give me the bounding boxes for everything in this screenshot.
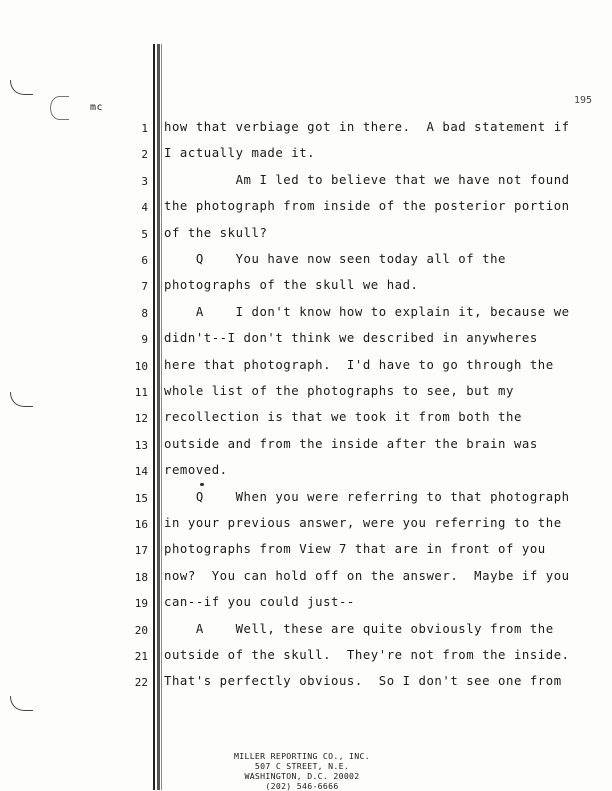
line-number: 6 <box>141 254 148 267</box>
line-number: 12 <box>134 412 148 426</box>
transcript-line <box>0 195 612 221</box>
transcript-line <box>0 248 612 274</box>
line-text: removed. <box>164 463 228 478</box>
line-number: 10 <box>134 359 148 373</box>
line-number: 18 <box>134 570 148 584</box>
transcript-line <box>0 670 612 696</box>
line-number: 15 <box>134 491 148 505</box>
line-number: 4 <box>141 201 148 215</box>
line-text: outside of the skull. They're not from the inside. <box>164 648 570 662</box>
line-text: whole list of the photographs to see, but my <box>164 384 514 398</box>
transcript-line <box>0 142 612 168</box>
line-number: 13 <box>134 438 148 452</box>
transcript-line <box>0 301 612 327</box>
line-text: Q You have now seen today all of the <box>164 252 506 266</box>
footer-street: 507 C STREET, N.E. <box>254 761 350 771</box>
reporter-initials: mc <box>90 102 104 113</box>
line-text: outside and from the inside after the brain was <box>164 436 538 451</box>
footer-company: MILLER REPORTING CO., INC. <box>234 751 370 761</box>
reporter-footer <box>0 751 612 791</box>
transcript-line <box>0 565 612 591</box>
line-number: 9 <box>141 333 148 347</box>
line-text: recollection is that we took it from both the <box>164 410 522 425</box>
line-number: 8 <box>141 306 148 320</box>
transcript-line <box>0 406 612 432</box>
line-text: Q When you were referring to that photograph <box>164 489 570 504</box>
transcript-line <box>0 538 612 564</box>
line-text: in your previous answer, were you referring to the <box>164 516 562 530</box>
line-text: photographs from View 7 that are in front of you <box>164 542 546 557</box>
line-number: 2 <box>141 148 148 162</box>
line-text: the photograph from inside of the posterior portion <box>164 199 570 214</box>
transcript-line <box>0 222 612 248</box>
line-text: here that photograph. I'd have to go through the <box>164 357 554 372</box>
line-number: 7 <box>141 280 148 294</box>
transcript-line <box>0 512 612 538</box>
line-text: can--if you could just-- <box>164 595 355 610</box>
line-number: 1 <box>141 122 148 135</box>
line-number: 22 <box>134 676 148 690</box>
line-number: 5 <box>141 227 148 241</box>
line-number: 21 <box>134 650 148 663</box>
line-text: now? You can hold off on the answer. Maybe if you <box>164 568 570 583</box>
transcript-line <box>0 327 612 353</box>
line-number: 16 <box>134 518 148 531</box>
line-number: 11 <box>134 386 148 399</box>
page-number: 195 <box>573 95 592 106</box>
ink-dot <box>200 483 204 486</box>
line-text: photographs of the skull we had. <box>164 278 419 293</box>
line-text: I actually made it. <box>164 146 316 161</box>
transcript-line <box>0 618 612 644</box>
line-text: how that verbiage got in there. A bad statement if <box>164 120 570 134</box>
binder-mark <box>10 80 33 95</box>
transcript-line <box>0 644 612 670</box>
line-text: A I don't know how to explain it, because we <box>164 304 570 319</box>
footer-city: WASHINGTON, D.C. 20002 <box>244 771 360 781</box>
line-number: 3 <box>141 174 148 188</box>
transcript-line <box>0 486 612 512</box>
line-number: 20 <box>134 623 148 637</box>
line-text: Am I led to believe that we have not found <box>164 172 570 187</box>
line-number: 19 <box>134 597 148 611</box>
transcript-line <box>0 380 612 406</box>
line-text: That's perfectly obvious. So I don't see one from <box>164 674 562 689</box>
line-text: A Well, these are quite obviously from the <box>164 621 554 636</box>
transcript-line <box>0 591 612 617</box>
line-number: 17 <box>134 544 148 558</box>
line-number: 14 <box>134 465 148 479</box>
line-text: of the skull? <box>164 225 268 240</box>
transcript-line <box>0 354 612 380</box>
transcript-line <box>0 433 612 459</box>
transcript-line <box>0 274 612 300</box>
footer-phone: (202) 546-6666 <box>265 781 339 791</box>
transcript-line <box>0 169 612 195</box>
line-text: didn't--I don't think we described in anywheres <box>164 331 538 346</box>
transcript-line <box>0 116 612 142</box>
transcript-line <box>0 459 612 485</box>
binder-mark <box>10 696 33 711</box>
